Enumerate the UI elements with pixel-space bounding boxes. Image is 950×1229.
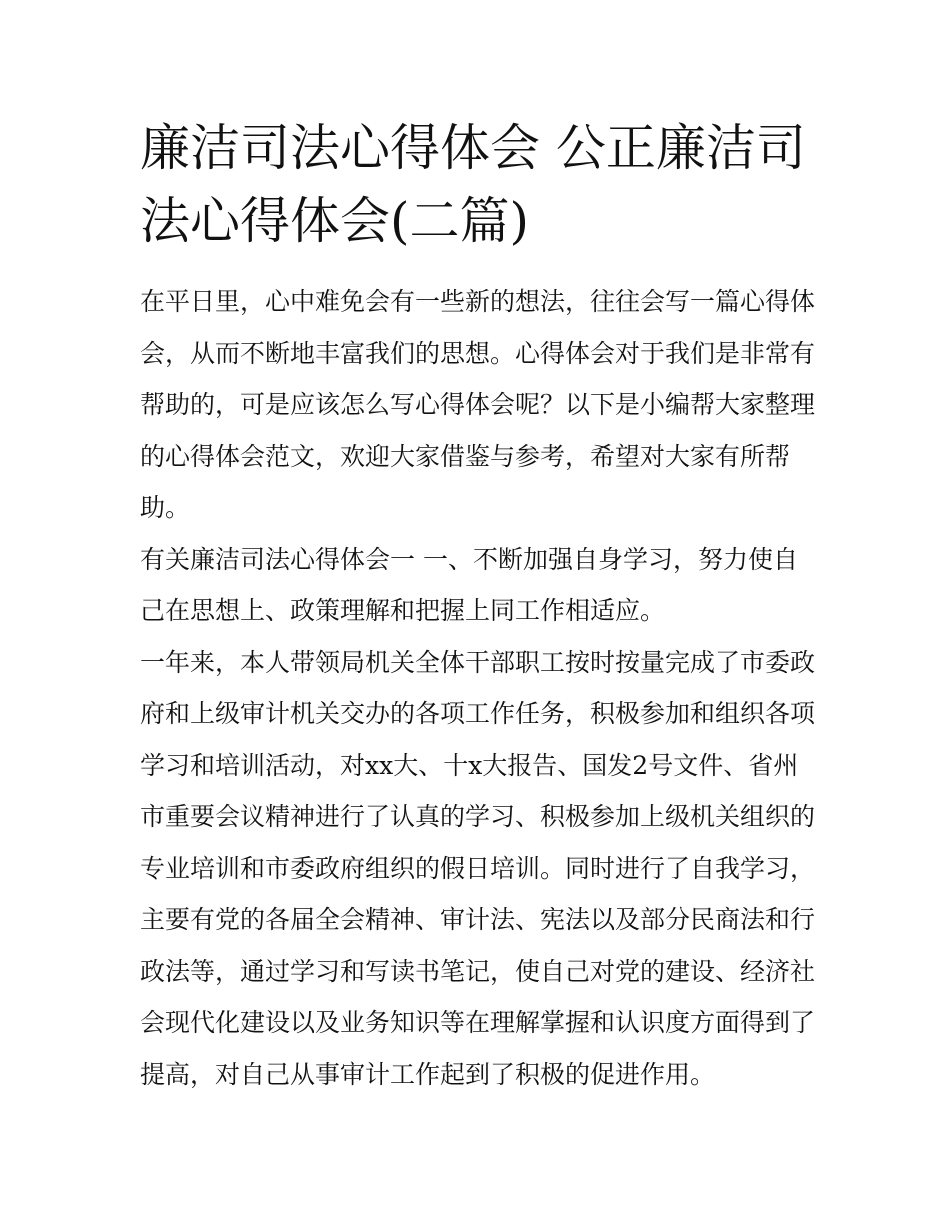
paragraph-year-summary: 一年来，本人带领局机关全体干部职工按时按量完成了市委政府和上级审计机关交办的各项工作任务，积极参加和组织各项学习和培训活动，对xx大、十x大报告、国发2号文件、省州市重要会议精神进行了认真的学习、积极参加上级机关组织的专业培训和市委政府组织的假日培训。同时进行了自我学习，主要有党的各届全会精神、审计法、宪法以及部分民商法和行政法等，通过学习和写读书笔记，使自己对党的建设、经济社会现代化建设以及业务知识等在理解掌握和认识度方面得到了提高，对自己从事审计工作起到了积极的促进作用。 — [140, 647, 816, 1089]
document-title: 廉洁司法心得体会 公正廉洁司法心得体会(二篇) — [140, 119, 806, 250]
paragraph-intro: 在平日里，心中难免会有一些新的想法，往往会写一篇心得体会，从而不断地丰富我们的思想。心得体会对于我们是非常有帮助的，可是应该怎么写心得体会呢？以下是小编帮大家整理的心得体会范文，欢迎大家借鉴与参考，希望对大家有所帮助。 — [140, 287, 816, 522]
document-body — [140, 276, 820, 1100]
paragraph-section-one: 有关廉洁司法心得体会一 一、不断加强自身学习，努力使自己在思想上、政策理解和把握上同工作相适应。 — [140, 544, 798, 625]
